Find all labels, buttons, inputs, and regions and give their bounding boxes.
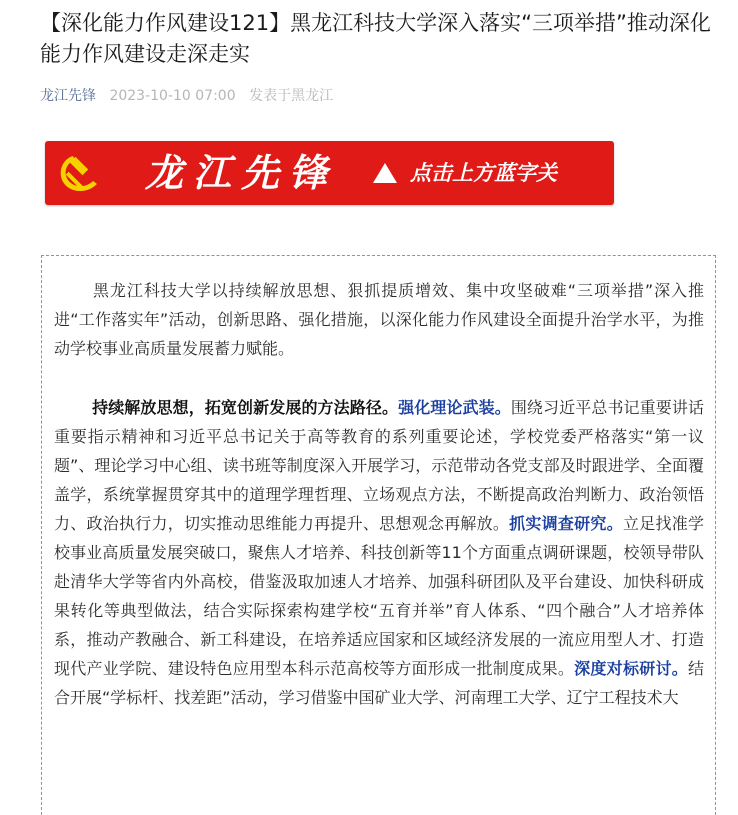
body-text-benchmark: 结合开展“学标杆、找差距”活动，学习借鉴中国矿业大学、河南理工大学、辽宁工程技术大: [54, 659, 704, 707]
follow-prompt: 点击上方蓝字关: [410, 160, 557, 185]
hammer-sickle-icon: [53, 150, 105, 196]
body-text-theory: 围绕习近平总书记重要讲话重要指示精神和习近平总书记关于高等教育的系列重要论述，学校党委严格落实“第一议题”、理论学习中心组、读书班等制度深入开展学习，示范带动各党支部及时跟进学、全面覆盖学，系统掌握贯穿其中的道理学理哲理、立场观点方法，不断提高政治判断力、政治领悟力、政治执行力，切实推动思维能力再提升、思想观念再解放。: [54, 398, 704, 533]
brand-calligraphy: 龙江先锋: [145, 150, 338, 195]
publish-location: 发表于黑龙江: [249, 88, 334, 104]
article-title: 【深化能力作风建设121】黑龙江科技大学深入落实“三项举措”推动深化能力作风建设走深走实: [40, 11, 711, 66]
account-name-link[interactable]: 龙江先锋: [40, 88, 96, 104]
subheading-benchmark: 深度对标研讨。: [574, 659, 688, 678]
subheading-theory: 强化理论武装。: [398, 398, 511, 417]
intro-paragraph: [54, 276, 704, 363]
section-heading: 持续解放思想，拓宽创新发展的方法路径。: [92, 398, 399, 417]
follow-banner[interactable]: [45, 141, 614, 205]
publish-time: 2023-10-10 07:00: [109, 88, 236, 104]
article-body: [41, 255, 716, 815]
intro-text: 黑龙江科技大学以持续解放思想、狠抓提质增效、集中攻坚破难“三项举措”深入推进“工作落实年”活动，创新思路、强化措施，以深化能力作风建设全面提升治学水平，为推动学校事业高质量发展蓄力赋能。: [54, 281, 704, 358]
body-text-research: 立足找准学校事业高质量发展突破口，聚焦人才培养、科技创新等11个方面重点调研课题，校领导带队赴清华大学等省内外高校，借鉴汲取加速人才培养、加强科研团队及平台建设、加快科研成果转化等典型做法，结合实际探索构建学校“五育并举”育人体系、“四个融合”人才培养体系，推动产教融合、新工科建设，在培养适应国家和区域经济发展的一流应用型人才、打造现代产业学院、建设特色应用型本科示范高校等方面形成一批制度成果。: [54, 514, 704, 678]
section-paragraph: [54, 393, 704, 712]
subheading-research: 抓实调查研究。: [509, 514, 623, 533]
up-arrow-icon: [373, 163, 397, 183]
article-meta: [40, 87, 333, 105]
